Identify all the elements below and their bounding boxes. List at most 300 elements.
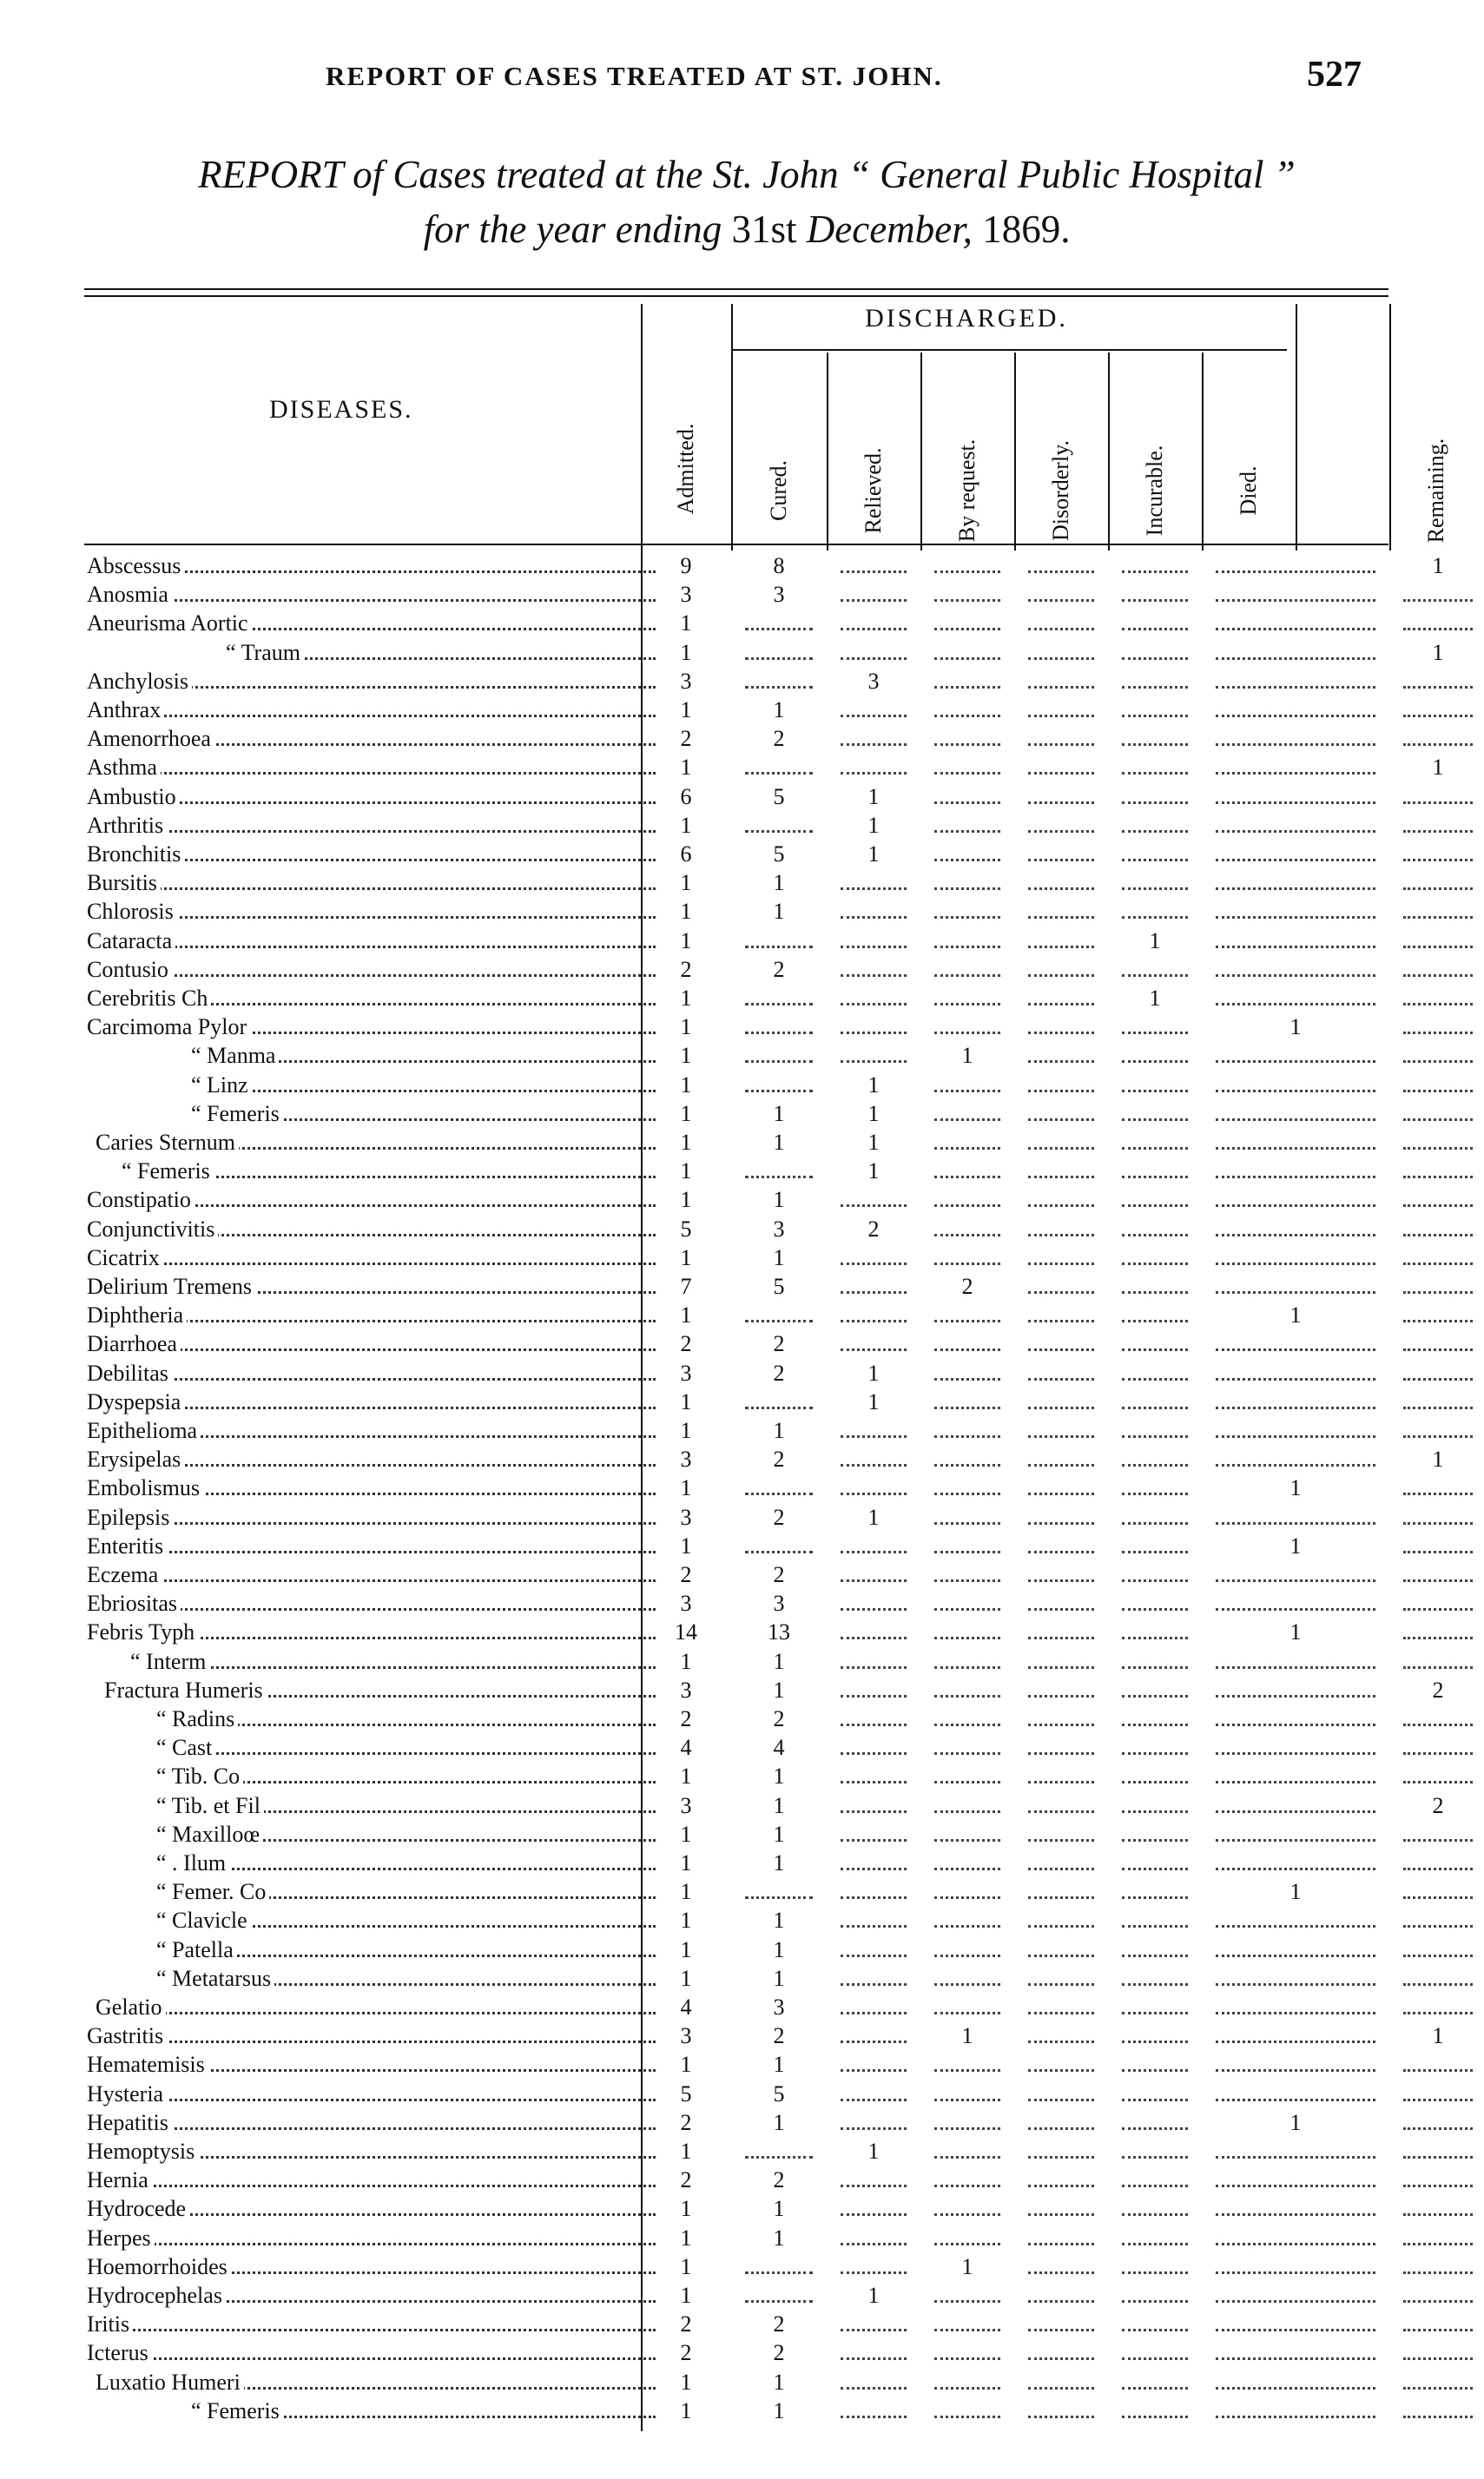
disease-name-text: Epithelioma bbox=[87, 1418, 201, 1443]
cell-by-request bbox=[924, 1590, 1011, 1618]
cell-died bbox=[1205, 1677, 1386, 1704]
cell-cured: 13 bbox=[768, 1619, 790, 1645]
cell-disorderly bbox=[1018, 581, 1105, 609]
cell-died bbox=[1205, 2195, 1386, 2223]
disease-name-text: Cicatrix bbox=[87, 1245, 163, 1270]
cell-incurable: 1 bbox=[1149, 927, 1161, 953]
cell-relieved bbox=[830, 552, 917, 580]
cell-by-request bbox=[924, 1186, 1011, 1214]
cell-disorderly bbox=[1018, 1013, 1105, 1041]
cell-remaining bbox=[1393, 1302, 1483, 1329]
cell-died bbox=[1205, 1821, 1386, 1849]
table-row bbox=[0, 1013, 1484, 1041]
cell-relieved: 1 bbox=[867, 1100, 880, 1126]
cell-disorderly bbox=[1018, 1129, 1105, 1157]
cell-admitted: 14 bbox=[675, 1619, 697, 1645]
disease-name bbox=[87, 1821, 656, 1849]
cell-incurable bbox=[1111, 725, 1198, 753]
column-header-disorderly: Disorderly. bbox=[1048, 439, 1073, 542]
cell-cured bbox=[735, 812, 823, 840]
disease-name-text: “ Tib. Co bbox=[87, 1764, 243, 1789]
disease-name-text: Luxatio Humeri bbox=[87, 2370, 244, 2395]
cell-by-request bbox=[924, 725, 1011, 753]
cell-remaining bbox=[1393, 581, 1483, 609]
disease-name-text: Herpes bbox=[87, 2225, 155, 2251]
cell-died bbox=[1205, 2339, 1386, 2367]
cell-cured: 1 bbox=[773, 899, 785, 925]
table-row bbox=[0, 668, 1484, 696]
cell-relieved bbox=[830, 581, 917, 609]
cell-admitted: 1 bbox=[680, 1158, 692, 1184]
cell-remaining bbox=[1393, 1504, 1483, 1532]
cell-remaining bbox=[1393, 1129, 1483, 1157]
cell-disorderly bbox=[1018, 2051, 1105, 2079]
disease-name bbox=[87, 2138, 656, 2166]
cell-relieved bbox=[830, 1792, 917, 1820]
disease-name bbox=[87, 1216, 656, 1243]
cell-admitted: 1 bbox=[680, 1965, 692, 1991]
cell-cured: 1 bbox=[773, 1821, 785, 1847]
cell-incurable bbox=[1111, 1100, 1198, 1128]
running-head: REPORT OF CASES TREATED AT ST. JOHN. bbox=[326, 61, 943, 91]
cell-by-request bbox=[924, 1446, 1011, 1474]
cell-disorderly bbox=[1018, 2138, 1105, 2166]
cell-remaining bbox=[1393, 2369, 1483, 2397]
cell-admitted: 1 bbox=[680, 1130, 692, 1155]
cell-incurable bbox=[1111, 1186, 1198, 1214]
table-row bbox=[0, 639, 1484, 667]
table-row bbox=[0, 1561, 1484, 1589]
cell-disorderly bbox=[1018, 1619, 1105, 1646]
cell-disorderly bbox=[1018, 1504, 1105, 1532]
cell-relieved bbox=[830, 1590, 917, 1618]
disease-name-text: Dyspepsia bbox=[87, 1389, 184, 1414]
cell-admitted: 1 bbox=[680, 1187, 692, 1213]
cell-by-request bbox=[924, 985, 1011, 1012]
cell-incurable bbox=[1111, 1417, 1198, 1445]
cell-disorderly bbox=[1018, 1936, 1105, 1964]
cell-by-request bbox=[924, 1504, 1011, 1532]
cell-relieved: 1 bbox=[867, 1360, 880, 1386]
table-row bbox=[0, 754, 1484, 781]
cell-by-request bbox=[924, 956, 1011, 984]
table-row bbox=[0, 552, 1484, 580]
cell-remaining bbox=[1393, 2166, 1483, 2194]
cell-cured bbox=[735, 1302, 823, 1329]
cell-disorderly bbox=[1018, 956, 1105, 984]
cell-relieved bbox=[830, 1042, 917, 1070]
cell-disorderly bbox=[1018, 1071, 1105, 1099]
table-row bbox=[0, 1360, 1484, 1388]
cell-incurable bbox=[1111, 1273, 1198, 1301]
disease-name bbox=[87, 1619, 656, 1646]
disease-name bbox=[87, 1763, 656, 1790]
disease-name bbox=[87, 1417, 656, 1445]
cell-incurable bbox=[1111, 1936, 1198, 1964]
cell-died bbox=[1205, 783, 1386, 811]
cell-disorderly bbox=[1018, 1648, 1105, 1676]
cell-admitted: 1 bbox=[680, 1014, 692, 1040]
column-divider-incurable bbox=[1108, 353, 1110, 551]
disease-name bbox=[87, 1186, 656, 1214]
cell-relieved bbox=[830, 2311, 917, 2338]
cell-by-request bbox=[924, 869, 1011, 897]
cell-by-request bbox=[924, 696, 1011, 724]
cell-admitted: 1 bbox=[680, 1764, 692, 1790]
cell-remaining bbox=[1393, 668, 1483, 696]
cell-died bbox=[1205, 812, 1386, 840]
cell-by-request bbox=[924, 1330, 1011, 1358]
page-number: 527 bbox=[1307, 55, 1362, 95]
cell-incurable bbox=[1111, 1504, 1198, 1532]
table-row bbox=[0, 1129, 1484, 1157]
cell-died bbox=[1205, 610, 1386, 637]
cell-remaining bbox=[1393, 1244, 1483, 1272]
cell-relieved bbox=[830, 610, 917, 637]
cell-relieved: 1 bbox=[867, 812, 880, 838]
cell-incurable bbox=[1111, 2195, 1198, 2223]
cell-relieved bbox=[830, 1705, 917, 1733]
cell-by-request bbox=[924, 1792, 1011, 1820]
disease-name bbox=[87, 2339, 656, 2367]
cell-died bbox=[1205, 1590, 1386, 1618]
cell-incurable bbox=[1111, 696, 1198, 724]
cell-relieved bbox=[830, 869, 917, 897]
disease-name-text: Ambustio bbox=[87, 784, 180, 809]
cell-incurable bbox=[1111, 552, 1198, 580]
cell-admitted: 4 bbox=[680, 1994, 692, 2020]
cell-died bbox=[1205, 1244, 1386, 1272]
cell-admitted: 1 bbox=[680, 697, 692, 722]
cell-died bbox=[1205, 725, 1386, 753]
cell-cured: 4 bbox=[773, 1735, 785, 1761]
cell-by-request bbox=[924, 2166, 1011, 2194]
cell-admitted: 1 bbox=[680, 1648, 692, 1674]
table-row bbox=[0, 1071, 1484, 1099]
disease-name-text: Bursitis bbox=[87, 870, 161, 895]
cell-disorderly bbox=[1018, 1821, 1105, 1849]
cell-cured: 2 bbox=[773, 1331, 785, 1357]
disease-name-text: “ Radins bbox=[87, 1706, 238, 1731]
cell-disorderly bbox=[1018, 1360, 1105, 1388]
column-header-remaining: Remaining. bbox=[1423, 438, 1448, 544]
cell-cured: 2 bbox=[773, 1447, 785, 1473]
cell-by-request bbox=[924, 1533, 1011, 1560]
table-row bbox=[0, 1388, 1484, 1416]
cell-by-request bbox=[924, 1417, 1011, 1445]
cell-relieved bbox=[830, 1474, 917, 1502]
cell-incurable bbox=[1111, 1446, 1198, 1474]
cell-incurable bbox=[1111, 1849, 1198, 1877]
cell-died bbox=[1205, 1504, 1386, 1532]
cell-died bbox=[1205, 2369, 1386, 2397]
cell-disorderly bbox=[1018, 668, 1105, 696]
cell-by-request bbox=[924, 2397, 1011, 2425]
disease-name-text: “ Femeris bbox=[87, 1158, 214, 1183]
disease-name bbox=[87, 1734, 656, 1762]
cell-relieved bbox=[830, 1878, 917, 1906]
cell-incurable bbox=[1111, 2051, 1198, 2079]
table-row bbox=[0, 1734, 1484, 1762]
cell-disorderly bbox=[1018, 1474, 1105, 1502]
cell-disorderly bbox=[1018, 841, 1105, 868]
cell-remaining bbox=[1393, 1849, 1483, 1877]
cell-admitted: 1 bbox=[680, 2369, 692, 2395]
cell-remaining bbox=[1393, 1705, 1483, 1733]
top-rule bbox=[84, 288, 1388, 290]
cell-cured: 2 bbox=[773, 2167, 785, 2193]
disease-name-text: Hematemisis bbox=[87, 2052, 208, 2077]
cell-incurable bbox=[1111, 2138, 1198, 2166]
cell-remaining bbox=[1393, 1186, 1483, 1214]
cell-cured: 3 bbox=[773, 1216, 785, 1242]
cell-remaining bbox=[1393, 2109, 1483, 2137]
table-row bbox=[0, 1849, 1484, 1877]
disease-name-text: “ Manma bbox=[87, 1043, 279, 1068]
cell-cured: 1 bbox=[773, 1100, 785, 1126]
cell-disorderly bbox=[1018, 1157, 1105, 1185]
disease-name-text: Contusio bbox=[87, 957, 172, 982]
cell-incurable bbox=[1111, 1157, 1198, 1185]
disease-name bbox=[87, 1013, 656, 1041]
cell-by-request bbox=[924, 783, 1011, 811]
cell-relieved bbox=[830, 2166, 917, 2194]
cell-incurable bbox=[1111, 1907, 1198, 1935]
cell-remaining bbox=[1393, 1042, 1483, 1070]
disease-name bbox=[87, 2051, 656, 2079]
cell-cured: 8 bbox=[773, 553, 785, 578]
cell-died bbox=[1205, 696, 1386, 724]
cell-remaining: 1 bbox=[1432, 639, 1444, 665]
disease-name-text: “ Interm bbox=[87, 1649, 209, 1674]
cell-incurable bbox=[1111, 956, 1198, 984]
cell-relieved bbox=[830, 1648, 917, 1676]
disease-name bbox=[87, 1100, 656, 1128]
cell-cured bbox=[735, 1042, 823, 1070]
cell-cured: 1 bbox=[773, 1850, 785, 1876]
disease-name bbox=[87, 1705, 656, 1733]
cell-by-request: 2 bbox=[961, 1274, 973, 1299]
cell-by-request bbox=[924, 2138, 1011, 2166]
cell-cured bbox=[735, 2253, 823, 2281]
cell-relieved: 1 bbox=[867, 1158, 880, 1184]
disease-name-text: Gelatio bbox=[87, 1994, 166, 2020]
column-header-admitted: Admitted. bbox=[673, 423, 698, 515]
cell-died bbox=[1205, 1129, 1386, 1157]
cell-admitted: 6 bbox=[680, 841, 692, 867]
cell-remaining: 1 bbox=[1432, 2023, 1444, 2049]
cell-cured bbox=[735, 639, 823, 667]
cell-died bbox=[1205, 1849, 1386, 1877]
cell-died bbox=[1205, 2282, 1386, 2310]
disease-name bbox=[87, 552, 656, 580]
disease-name-text: Caries Sternum bbox=[87, 1130, 239, 1155]
disease-name-text: Bronchitis bbox=[87, 841, 184, 867]
disease-name-text: “ . Ilum bbox=[87, 1850, 229, 1876]
disease-name-text: “ Maxilloœ bbox=[87, 1822, 263, 1847]
cell-remaining: 2 bbox=[1432, 1792, 1444, 1818]
cell-disorderly bbox=[1018, 2311, 1105, 2338]
cell-disorderly bbox=[1018, 2022, 1105, 2050]
cell-relieved bbox=[830, 1936, 917, 1964]
cell-cured: 3 bbox=[773, 1994, 785, 2020]
disease-name-text: Enteritis bbox=[87, 1533, 167, 1559]
cell-incurable bbox=[1111, 1533, 1198, 1560]
cell-incurable bbox=[1111, 1042, 1198, 1070]
cell-relieved bbox=[830, 725, 917, 753]
disease-name bbox=[87, 1273, 656, 1301]
cell-disorderly bbox=[1018, 812, 1105, 840]
cell-relieved: 1 bbox=[867, 841, 880, 867]
disease-name bbox=[87, 2369, 656, 2397]
cell-remaining bbox=[1393, 1878, 1483, 1906]
report-title-line-2 bbox=[82, 207, 1411, 252]
disease-name bbox=[87, 2397, 656, 2425]
cell-cured: 5 bbox=[773, 1274, 785, 1299]
cell-cured: 1 bbox=[773, 1936, 785, 1962]
report-title-line-1: REPORT of Cases treated at the St. John “ General Public Hospital ” bbox=[198, 153, 1296, 196]
cell-relieved: 1 bbox=[867, 2283, 880, 2308]
table-row bbox=[0, 1619, 1484, 1646]
cell-cured bbox=[735, 1157, 823, 1185]
cell-incurable bbox=[1111, 1590, 1198, 1618]
cell-by-request bbox=[924, 2080, 1011, 2108]
disease-name bbox=[87, 2022, 656, 2050]
cell-disorderly bbox=[1018, 2282, 1105, 2310]
table-row bbox=[0, 1417, 1484, 1445]
cell-died bbox=[1205, 1734, 1386, 1762]
top-rule-inner bbox=[84, 295, 1388, 297]
cell-incurable bbox=[1111, 1965, 1198, 1993]
cell-incurable bbox=[1111, 1330, 1198, 1358]
disease-name bbox=[87, 1360, 656, 1388]
cell-by-request bbox=[924, 2282, 1011, 2310]
disease-name bbox=[87, 898, 656, 926]
cell-died bbox=[1205, 1360, 1386, 1388]
cell-disorderly bbox=[1018, 1965, 1105, 1993]
cell-relieved bbox=[830, 2022, 917, 2050]
disease-name bbox=[87, 2109, 656, 2137]
cell-died bbox=[1205, 1071, 1386, 1099]
cell-disorderly bbox=[1018, 2253, 1105, 2281]
cell-by-request bbox=[924, 754, 1011, 781]
table-row bbox=[0, 1965, 1484, 1993]
cell-disorderly bbox=[1018, 1907, 1105, 1935]
cell-relieved bbox=[830, 1013, 917, 1041]
table-row bbox=[0, 1474, 1484, 1502]
cell-remaining bbox=[1393, 1216, 1483, 1243]
cell-remaining bbox=[1393, 985, 1483, 1012]
disease-name-text: Cerebritis Ch bbox=[87, 986, 211, 1011]
cell-incurable bbox=[1111, 2109, 1198, 2137]
cell-remaining bbox=[1393, 725, 1483, 753]
cell-died bbox=[1205, 898, 1386, 926]
cell-disorderly bbox=[1018, 1590, 1105, 1618]
title-year: 1869. bbox=[982, 208, 1071, 251]
cell-by-request bbox=[924, 1157, 1011, 1185]
cell-remaining bbox=[1393, 610, 1483, 637]
cell-died bbox=[1205, 1792, 1386, 1820]
cell-cured: 2 bbox=[773, 1706, 785, 1731]
cell-admitted: 1 bbox=[680, 1043, 692, 1069]
cell-admitted: 1 bbox=[680, 1100, 692, 1126]
disease-name-text: Erysipelas bbox=[87, 1447, 184, 1472]
cell-by-request bbox=[924, 1302, 1011, 1329]
cell-remaining bbox=[1393, 2253, 1483, 2281]
cell-died bbox=[1205, 2253, 1386, 2281]
cell-remaining bbox=[1393, 2282, 1483, 2310]
cell-admitted: 1 bbox=[680, 755, 692, 781]
cell-remaining bbox=[1393, 1071, 1483, 1099]
cell-incurable bbox=[1111, 1561, 1198, 1589]
cell-admitted: 2 bbox=[680, 2311, 692, 2337]
table-row bbox=[0, 1100, 1484, 1128]
cell-incurable bbox=[1111, 1244, 1198, 1272]
cell-incurable bbox=[1111, 1648, 1198, 1676]
cell-incurable bbox=[1111, 2080, 1198, 2108]
cell-died bbox=[1205, 1648, 1386, 1676]
cell-cured bbox=[735, 927, 823, 955]
table-row bbox=[0, 927, 1484, 955]
cell-disorderly bbox=[1018, 1994, 1105, 2021]
cell-incurable bbox=[1111, 1474, 1198, 1502]
cell-relieved bbox=[830, 2080, 917, 2108]
disease-name bbox=[87, 2225, 656, 2252]
cell-cured: 1 bbox=[773, 2196, 785, 2222]
cell-remaining bbox=[1393, 783, 1483, 811]
table-row bbox=[0, 1994, 1484, 2021]
disease-name-text: Delirium Tremens bbox=[87, 1274, 255, 1299]
disease-name-text: Gastritis bbox=[87, 2023, 167, 2048]
column-header-relieved: Relieved. bbox=[861, 447, 886, 534]
table-row bbox=[0, 2225, 1484, 2252]
cell-remaining bbox=[1393, 1533, 1483, 1560]
disease-name bbox=[87, 1590, 656, 1618]
disease-name bbox=[87, 696, 656, 724]
disease-name-text: Chlorosis bbox=[87, 899, 177, 924]
cell-admitted: 2 bbox=[680, 1706, 692, 1731]
column-divider-died bbox=[1296, 304, 1297, 551]
cell-relieved bbox=[830, 1619, 917, 1646]
cell-incurable bbox=[1111, 2311, 1198, 2338]
cell-died bbox=[1205, 869, 1386, 897]
cell-disorderly bbox=[1018, 1388, 1105, 1416]
disease-name-text: Fractura Humeris bbox=[87, 1678, 267, 1703]
cell-incurable: 1 bbox=[1149, 986, 1161, 1011]
cell-admitted: 1 bbox=[680, 2225, 692, 2251]
disease-name-text: Epilepsis bbox=[87, 1505, 173, 1530]
disease-name-text: Anosmia bbox=[87, 582, 172, 607]
diseases-column-header: DISEASES. bbox=[269, 395, 413, 424]
cell-by-request bbox=[924, 1129, 1011, 1157]
cell-remaining bbox=[1393, 812, 1483, 840]
cell-remaining bbox=[1393, 1330, 1483, 1358]
disease-name-text: Iritis bbox=[87, 2311, 133, 2337]
cell-by-request bbox=[924, 1677, 1011, 1704]
cell-died bbox=[1205, 1273, 1386, 1301]
cell-admitted: 5 bbox=[680, 1216, 692, 1242]
cell-relieved: 1 bbox=[867, 783, 880, 809]
cell-admitted: 3 bbox=[680, 1677, 692, 1703]
cell-remaining bbox=[1393, 869, 1483, 897]
cell-admitted: 1 bbox=[680, 2196, 692, 2222]
cell-disorderly bbox=[1018, 2195, 1105, 2223]
cell-relieved bbox=[830, 1273, 917, 1301]
cell-cured: 2 bbox=[773, 1504, 785, 1530]
cell-remaining: 1 bbox=[1432, 1447, 1444, 1473]
cell-relieved bbox=[830, 1821, 917, 1849]
disease-name-text: “ Femeris bbox=[87, 2398, 283, 2423]
